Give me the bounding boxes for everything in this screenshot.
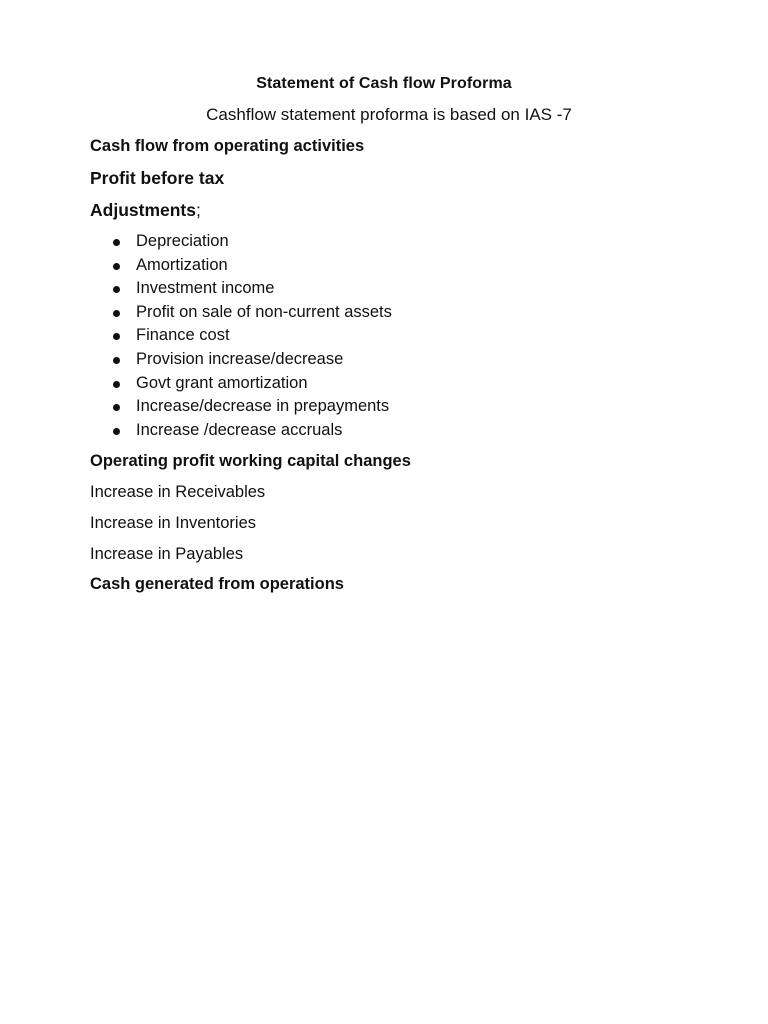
working-capital-item-payables: Increase in Payables: [90, 545, 244, 563]
list-item-text: Increase /decrease accruals: [136, 420, 343, 439]
list-item: [90, 324, 392, 348]
bullet-icon: [113, 263, 120, 270]
profit-before-tax-heading: Profit before tax: [90, 168, 225, 188]
list-item-text: Investment income: [136, 279, 275, 298]
working-capital-heading: Operating profit working capital changes: [90, 452, 411, 470]
adjustments-list: [90, 230, 392, 442]
list-item: [90, 395, 392, 419]
list-item: [90, 277, 392, 301]
list-item-text: Provision increase/decrease: [136, 349, 344, 368]
cash-generated-heading: Cash generated from operations: [90, 575, 344, 593]
list-item-text: Depreciation: [136, 232, 229, 250]
list-item-text: Finance cost: [136, 326, 230, 345]
adjustments-label: Adjustments: [90, 200, 196, 220]
document-title: Statement of Cash flow Proforma: [256, 75, 512, 92]
list-item: [90, 301, 392, 325]
document-subtitle: Cashflow statement proforma is based on IAS -7: [206, 105, 572, 124]
list-item: [90, 254, 392, 278]
list-item: [90, 372, 392, 396]
list-item-text: Profit on sale of non-current assets: [136, 302, 392, 321]
bullet-icon: [113, 286, 120, 293]
working-capital-item-inventories: Increase in Inventories: [90, 514, 257, 532]
adjustments-heading: [90, 199, 201, 221]
bullet-icon: [113, 404, 120, 411]
bullet-icon: [113, 333, 120, 340]
list-item: [90, 419, 392, 443]
list-item-text: Amortization: [136, 255, 228, 274]
working-capital-item-receivables: Increase in Receivables: [90, 483, 266, 501]
list-item-text: Govt grant amortization: [136, 373, 308, 392]
list-item: [90, 348, 392, 372]
section-heading-operating-activities: Cash flow from operating activities: [90, 137, 365, 155]
adjustments-suffix: ;: [195, 200, 201, 220]
bullet-icon: [113, 428, 120, 435]
list-item-text: Increase/decrease in prepayments: [136, 397, 390, 416]
bullet-icon: [113, 381, 120, 388]
bullet-icon: [113, 310, 120, 317]
bullet-icon: [113, 239, 120, 246]
bullet-icon: [113, 357, 120, 364]
list-item: [90, 230, 392, 254]
